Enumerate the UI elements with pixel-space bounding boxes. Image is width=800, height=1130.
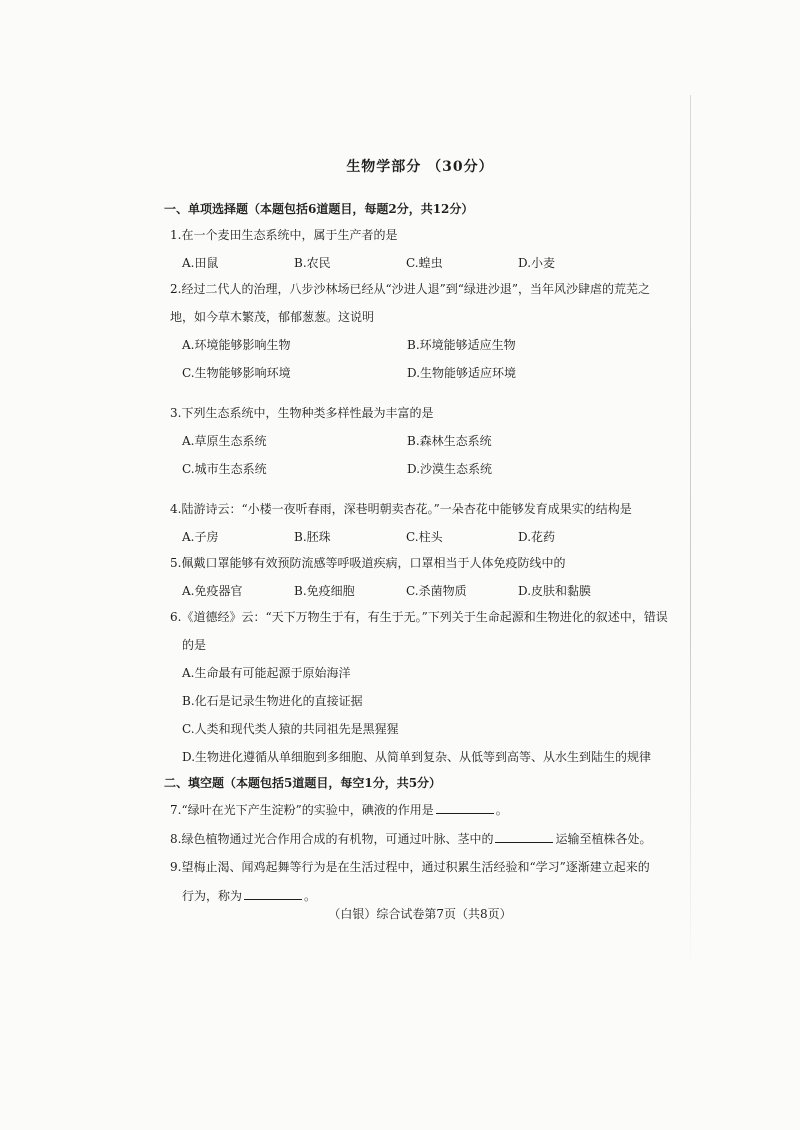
- options: [182, 256, 670, 270]
- options: [182, 584, 670, 598]
- question-6: [170, 610, 670, 764]
- question-stem-line: 2.经过二代人的治理，八步沙林场已经从“沙进人退”到“绿进沙退”，当年风沙肆虐的荒芜之: [170, 282, 650, 296]
- question-text: 8.绿色植物通过光合作用合成的有机物，可通过叶脉、茎中的: [170, 832, 494, 846]
- option-d: D.皮肤和黏膜: [518, 584, 592, 598]
- option-d: D.生物进化遵循从单细胞到多细胞、从简单到复杂、从低等到高等、从水生到陆生的规律: [182, 750, 652, 764]
- option-c: C.蝗虫: [406, 256, 443, 270]
- page-footer: （白银）综合试卷第7页（共8页）: [328, 907, 512, 921]
- exam-page: [164, 159, 670, 915]
- question-text-line2: [170, 888, 670, 903]
- question-stem: 3.下列生态系统中，生物种类多样性最为丰富的是: [170, 406, 434, 420]
- option-b: B.森林生态系统: [407, 434, 492, 448]
- option-a: A.田鼠: [182, 256, 219, 270]
- option-c: C.杀菌物质: [406, 584, 467, 598]
- question-stem: [170, 282, 670, 324]
- option-d: D.沙漠生态系统: [407, 462, 493, 476]
- option-a: A.草原生态系统: [182, 434, 267, 448]
- question-stem: 1.在一个麦田生态系统中，属于生产者的是: [170, 228, 398, 242]
- question-stem-line: 6.《道德经》云：“天下万物生于有，有生于无。”下列关于生命起源和生物进化的叙述中，错误: [170, 610, 668, 624]
- page-title: 生物学部分 （30分）: [346, 159, 494, 175]
- question-text: 7.“绿叶在光下产生淀粉”的实验中，碘液的作用是: [170, 803, 434, 817]
- option-c: C.生物能够影响环境: [182, 366, 291, 380]
- option-b: B.免疫细胞: [294, 584, 355, 598]
- answer-blank[interactable]: [244, 888, 302, 900]
- question-text-end: 。: [495, 803, 508, 817]
- question-stem: [170, 610, 670, 652]
- options: [182, 530, 670, 544]
- question-5: [170, 556, 670, 598]
- question-8: [170, 831, 670, 846]
- options: [182, 338, 670, 394]
- options: [170, 666, 670, 764]
- question-9: [170, 860, 670, 903]
- question-stem-line: 的是: [182, 638, 207, 652]
- option-b: B.农民: [294, 256, 331, 270]
- option-c: C.柱头: [406, 530, 443, 544]
- option-d: D.花药: [518, 530, 556, 544]
- option-b: B.胚珠: [294, 530, 331, 544]
- option-d: D.生物能够适应环境: [407, 366, 517, 380]
- option-c: C.人类和现代类人猿的共同祖先是黑猩猩: [182, 722, 399, 736]
- question-stem-line: 地，如今草木繁茂，郁郁葱葱。这说明: [170, 310, 375, 324]
- option-d: D.小麦: [518, 256, 556, 270]
- answer-blank[interactable]: [436, 802, 494, 814]
- question-3: [170, 406, 670, 490]
- question-text-end: 运输至植株各处。: [555, 832, 652, 846]
- question-4: [170, 502, 670, 544]
- option-b: B.化石是记录生物进化的直接证据: [182, 694, 363, 708]
- question-1: [170, 228, 670, 270]
- option-b: B.环境能够适应生物: [407, 338, 516, 352]
- question-text: 9.望梅止渴、闻鸡起舞等行为是在生活过程中，通过积累生活经验和“学习”逐渐建立起来的: [170, 860, 650, 874]
- section-heading-choice: 一、单项选择题（本题包括6道题目，每题2分，共12分）: [164, 202, 474, 216]
- option-a: A.环境能够影响生物: [182, 338, 291, 352]
- option-a: A.生命最有可能起源于原始海洋: [182, 666, 351, 680]
- section-heading-fill: 二、填空题（本题包括5道题目，每空1分，共5分）: [164, 776, 442, 790]
- question-text: 行为，称为: [182, 889, 243, 903]
- question-7: [170, 802, 670, 817]
- question-text-end: 。: [304, 889, 317, 903]
- question-2: [170, 282, 670, 394]
- option-c: C.城市生态系统: [182, 462, 267, 476]
- question-stem: 4.陆游诗云：“小楼一夜听春雨，深巷明朝卖杏花。”一朵杏花中能够发育成果实的结构是: [170, 502, 632, 516]
- question-stem: 5.佩戴口罩能够有效预防流感等呼吸道疾病，口罩相当于人体免疫防线中的: [170, 556, 566, 570]
- answer-blank[interactable]: [495, 831, 553, 843]
- option-a: A.免疫器官: [182, 584, 243, 598]
- options: [182, 434, 670, 490]
- option-a: A.子房: [182, 530, 219, 544]
- scan-edge-line: [690, 95, 691, 975]
